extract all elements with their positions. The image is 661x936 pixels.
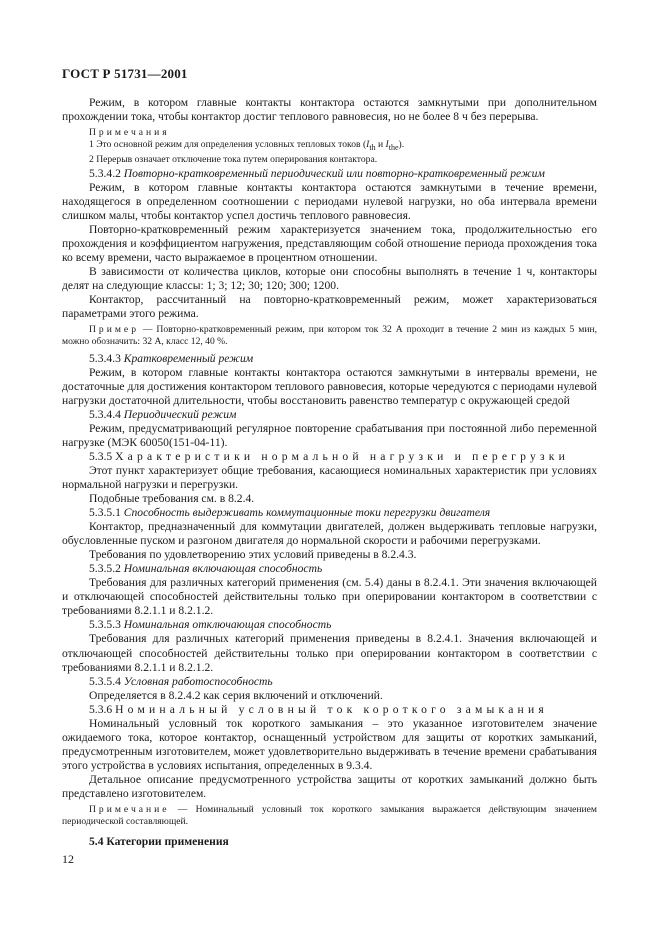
section-title: Способность выдерживать коммутационные токи перегрузки двигателя xyxy=(123,506,491,520)
note-1-symbol-2: I xyxy=(385,139,389,151)
paragraph-5-3-4-2-c: В зависимости от количества циклов, которые они способны выполнять в течение 1 ч, контакторы делят на следующие классы: 1; 3; 12; 30; 120; 300; 1200. xyxy=(62,264,597,292)
section-title: Характеристики нормальной нагрузки и перегрузки xyxy=(115,449,569,463)
section-number: 5.3.5.3 xyxy=(89,618,124,632)
section-5-3-5-2-heading xyxy=(62,562,597,576)
example-note xyxy=(62,324,597,348)
section-title: Номинальная отключающая способность xyxy=(123,618,332,632)
paragraph-5-3-4-2-b: Повторно-кратковременный режим характеризуется значением тока, продолжительностью его прохождения и коэффициентом нагружения, представляющим собой отношение периода прохождения тока ко всему времени, часто выражаемое в процентном отношении. xyxy=(62,222,597,264)
note-label: Примечание xyxy=(89,804,170,816)
paragraph-5-3-4-4: Режим, предусматривающий регулярное повторение срабатывания при постоянной либо переменной нагрузке (МЭК 60050(151-04-11). xyxy=(62,421,597,449)
note-2: 2 Перерыв означает отключение тока путем оперирования контактора. xyxy=(89,154,378,166)
section-title: Условная работоспособность xyxy=(123,674,273,688)
section-number: 5.3.5.1 xyxy=(89,506,124,520)
section-number: 5.3.5 xyxy=(89,449,116,463)
paragraph-intro: Режим, в котором главные контакты контактора остаются замкнутыми при дополнительном прохождении тока, чтобы контактор достиг теплового равновесия, но не более 8 ч без перерыва. xyxy=(62,96,597,124)
example-label: Пример xyxy=(89,324,139,336)
section-number: 5.3.5.2 xyxy=(89,562,124,576)
note-1-subscript-2: the xyxy=(388,143,399,153)
section-number: 5.3.4.4 xyxy=(89,407,124,421)
section-title: Повторно-кратковременный периодический или повторно-кратковременный режим xyxy=(123,166,545,180)
section-5-3-5-4-heading xyxy=(62,675,597,689)
note-1-end: ). xyxy=(398,139,405,151)
section-title: Периодический режим xyxy=(123,407,237,421)
paragraph-5-3-6-b: Детальное описание предусмотренного устройства защиты от коротких замыканий должно быть представлено изготовителем. xyxy=(62,772,597,800)
final-note xyxy=(62,804,597,828)
paragraph-5-3-5-2: Требования для различных категорий применения (см. 5.4) даны в 8.2.4.1. Эти значения включающей и отключающей способностей действительны только при оперировании контактором в соответствии с требованиями 8.2.1.1 и 8.2.1.2. xyxy=(62,576,597,618)
section-title: Кратковременный режим xyxy=(123,351,254,365)
paragraph-5-3-4-3: Режим, в котором главные контакты контактора остаются замкнутыми в интервалы времени, не достаточные для достижения контактором теплового равновесия, которые чередуются с периодами нулевой нагрузки достаточной длительности, чтобы восстановить равенство температур с окружающей средой xyxy=(62,365,597,407)
paragraph-5-3-5-b: Подобные требования см. в 8.2.4. xyxy=(89,492,255,505)
page-number: 12 xyxy=(62,852,74,866)
section-5-3-5-3-heading xyxy=(62,618,597,632)
section-number: 5.3.4.2 xyxy=(89,166,124,180)
paragraph-5-3-5-1-a: Контактор, предназначенный для коммутации двигателей, должен выдерживать тепловые нагрузки, обусловленные пуском и разгоном двигателя до нормальной скорости и рабочими перегрузками. xyxy=(62,520,597,548)
paragraph-5-3-6-a: Номинальный условный ток короткого замыкания – это указанное изготовителем значение ожидаемого тока, которое контактор, оснащенный устройством для защиты от коротких замыканий, предусмотренным изготовителем, может удовлетворительно выдерживать в течение времени срабатывания этого устройства в условиях испытания, определенных в 9.3.4. xyxy=(62,716,597,772)
page-header-title: ГОСТ Р 51731—2001 xyxy=(62,66,188,81)
paragraph-5-3-5-1-b: Требования по удовлетворению этих условий приведены в 8.2.4.3. xyxy=(89,548,417,562)
section-5-3-5-1-heading xyxy=(62,506,597,520)
note-1 xyxy=(62,139,597,154)
paragraph-5-3-5-4: Определяется в 8.2.4.2 как серия включений и отключений. xyxy=(89,688,383,702)
section-5-3-4-4-heading xyxy=(62,408,597,422)
paragraph-5-3-5-a: Этот пункт характеризует общие требования, касающиеся номинальных характеристик при условиях нормальной нагрузки и перегрузки. xyxy=(62,463,597,491)
note-1-subscript-1: th xyxy=(369,143,376,153)
note-1-text: 1 Это основной режим для определения условных тепловых токов ( xyxy=(89,139,367,151)
section-5-3-4-3-heading xyxy=(62,352,597,366)
note-1-conjunction: и xyxy=(375,139,386,151)
note-1-symbol-1: I xyxy=(366,139,370,151)
section-5-4-heading: 5.4 Категории применения xyxy=(89,835,229,849)
paragraph-5-3-4-2-d: Контактор, рассчитанный на повторно-кратковременный режим, может характеризоваться параметрами этого режима. xyxy=(62,293,597,321)
section-5-3-6-heading xyxy=(62,703,597,717)
paragraph-5-3-4-2-a: Режим, в котором главные контакты контактора остаются замкнутыми в течение времени, находящегося в определенном соотношении с периодами нулевой нагрузки, но оба интервала времени слишком малы, чтобы контактор успел достичь теплового равновесия. xyxy=(62,180,597,222)
paragraph-5-3-5-3: Требования для различных категорий применения приведены в 8.2.4.1. Значения включающей и отключающей способностей действительны только при оперировании контактором в соответствии с требованиями 8.2.1.1 и 8.2.1.2. xyxy=(62,632,597,674)
section-5-3-4-2-heading xyxy=(62,167,597,181)
section-5-3-5-heading xyxy=(62,450,597,464)
document-body xyxy=(62,96,597,849)
section-number: 5.3.4.3 xyxy=(89,351,124,365)
section-number: 5.3.6 xyxy=(89,702,116,716)
notes-heading xyxy=(62,127,597,139)
section-title: Номинальный условный ток короткого замыкания xyxy=(115,702,548,716)
section-title: Номинальная включающая способность xyxy=(123,562,323,576)
note-text: — Номинальный условный ток короткого замыкания выражается действующим значением периодической составляющей. xyxy=(62,804,597,828)
notes-label: Примечания xyxy=(89,127,170,139)
section-number: 5.3.5.4 xyxy=(89,674,124,688)
example-text: — Повторно-кратковременный режим, при котором ток 32 А проходит в течение 2 мин из каждых 5 мин, можно обозначить: 32 А, класс 12, 40 %. xyxy=(62,324,597,348)
